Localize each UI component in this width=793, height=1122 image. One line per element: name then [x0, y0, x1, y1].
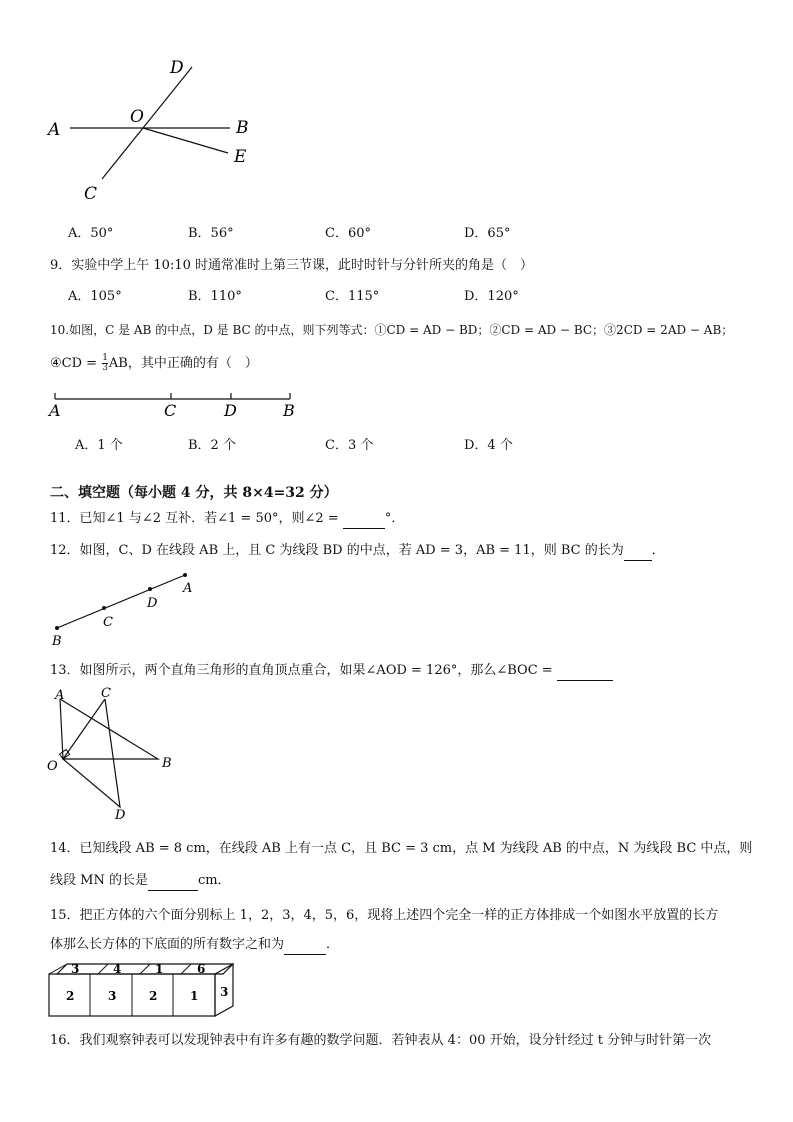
segment-ba	[57, 575, 185, 628]
question-14-line1: 14．已知线段 AB = 8 cm，在线段 AB 上有一点 C，且 BC = 3 cm，点 M 为线段 AB 的中点，N 为线段 BC 中点，则	[50, 841, 753, 856]
q15-text-post: ．	[326, 937, 340, 952]
q14-answer-blank[interactable]	[148, 876, 198, 891]
question-9: 9．实验中学上午 10:10 时通常准时上第三节课，此时时针与分针所夹的角是（ ）	[50, 258, 533, 273]
question-15-line2	[50, 935, 339, 955]
label-d: D	[224, 401, 237, 420]
top-number-4: 6	[197, 962, 206, 976]
label-b: B	[236, 118, 249, 138]
figure-q12-segment	[45, 570, 205, 650]
question-13	[50, 661, 613, 681]
q13-answer-blank[interactable]	[557, 666, 613, 681]
figure-q8-angles	[40, 55, 270, 210]
q10-line2-post: AB，其中正确的有（ ）	[108, 356, 258, 371]
question-15-line1: 15．把正方体的六个面分别标上 1，2，3，4，5，6，现将上述四个完全一样的正方体排成一个如图水平放置的长方	[50, 908, 719, 923]
q10-fraction-num: 1	[102, 353, 108, 363]
q10-option-b[interactable]: B．2 个	[188, 438, 236, 453]
label-c: C	[84, 184, 98, 204]
label-a: A	[55, 688, 65, 703]
label-e: E	[234, 147, 247, 167]
q9-option-d[interactable]: D．120°	[464, 289, 519, 304]
front-number-1: 2	[66, 989, 75, 1003]
q12-text-pre: 12．如图，C、D 在线段 AB 上，且 C 为线段 BD 的中点，若 AD = 3，AB = 11，则 BC 的长为	[50, 543, 624, 558]
q13-text-pre: 13．如图所示，两个直角三角形的直角顶点重合，如果∠AOD = 126°，那么∠BOC =	[50, 663, 557, 678]
question-11	[50, 509, 404, 529]
q10-fraction	[102, 354, 108, 373]
ray-oe	[143, 128, 228, 153]
triangle-cod	[63, 699, 120, 807]
label-a: A	[183, 581, 193, 596]
q10-fraction-den: 3	[102, 363, 108, 373]
q9-option-c[interactable]: C．115°	[325, 289, 380, 304]
label-b: B	[283, 401, 295, 420]
front-number-2: 3	[108, 989, 117, 1003]
front-number-3: 2	[149, 989, 158, 1003]
label-d: D	[115, 808, 126, 823]
line-cd	[102, 67, 192, 179]
question-12	[50, 541, 665, 561]
q10-option-d[interactable]: D．4 个	[464, 438, 513, 453]
q10-option-a[interactable]: A．1 个	[75, 438, 123, 453]
q9-option-a[interactable]: A．105°	[68, 289, 122, 304]
point-c	[102, 606, 106, 610]
q12-text-post: ．	[651, 543, 665, 558]
q10-option-c[interactable]: C．3 个	[325, 438, 374, 453]
label-a: A	[49, 401, 61, 420]
q11-answer-blank[interactable]	[343, 514, 385, 529]
label-c: C	[101, 686, 111, 701]
label-o: O	[130, 107, 144, 127]
q8-option-d[interactable]: D．65°	[464, 226, 511, 241]
label-a: A	[48, 120, 61, 140]
q8-option-b[interactable]: B．56°	[188, 226, 234, 241]
label-d: D	[147, 596, 158, 611]
q14-text-pre: 线段 MN 的长是	[50, 873, 148, 888]
label-c: C	[103, 615, 113, 630]
point-a	[183, 573, 187, 577]
q15-text-pre: 体那么长方体的下底面的所有数字之和为	[50, 937, 285, 952]
q9-option-b[interactable]: B．110°	[188, 289, 242, 304]
top-number-1: 3	[71, 962, 80, 976]
point-d	[148, 587, 152, 591]
q8-option-a[interactable]: A．50°	[68, 226, 114, 241]
q8-option-c[interactable]: C．60°	[325, 226, 371, 241]
figure-q15-cubes	[45, 960, 245, 1022]
top-number-2: 4	[113, 962, 122, 976]
point-b	[55, 626, 59, 630]
q12-answer-blank[interactable]	[624, 546, 652, 561]
label-o: O	[47, 759, 58, 774]
label-c: C	[164, 401, 177, 420]
label-b: B	[52, 634, 62, 649]
question-10-line2	[50, 354, 258, 374]
front-number-4: 1	[190, 989, 199, 1003]
question-16: 16．我们观察钟表可以发现钟表中有许多有趣的数学问题．若钟表从 4：00 开始，设分针经过 t 分钟与时针第一次	[50, 1033, 712, 1048]
figure-q10-segment	[45, 388, 305, 424]
question-14-line2	[50, 871, 231, 891]
question-10-line1: 10.如图，C 是 AB 的中点，D 是 BC 的中点，则下列等式：①CD = AD − BD；②CD = AD − BC；③2CD = 2AD − AB；	[50, 323, 734, 337]
top-divider-1	[98, 964, 108, 974]
q11-text-pre: 11．已知∠1 与∠2 互补．若∠1 = 50°，则∠2 =	[50, 511, 343, 526]
section-heading-fill-in: 二、填空题（每小题 4 分，共 8×4=32 分）	[50, 485, 338, 501]
side-number: 3	[220, 985, 229, 999]
top-number-3: 1	[155, 962, 164, 976]
q11-text-post: °．	[384, 511, 405, 526]
figure-q13-triangles	[45, 685, 185, 823]
q10-line2-pre: ④CD =	[50, 356, 102, 371]
q14-text-post: cm．	[197, 873, 231, 888]
top-divider-2	[140, 964, 150, 974]
top-divider-3	[181, 964, 191, 974]
label-b: B	[162, 756, 172, 771]
q15-answer-blank[interactable]	[284, 940, 326, 955]
label-d: D	[170, 58, 184, 78]
